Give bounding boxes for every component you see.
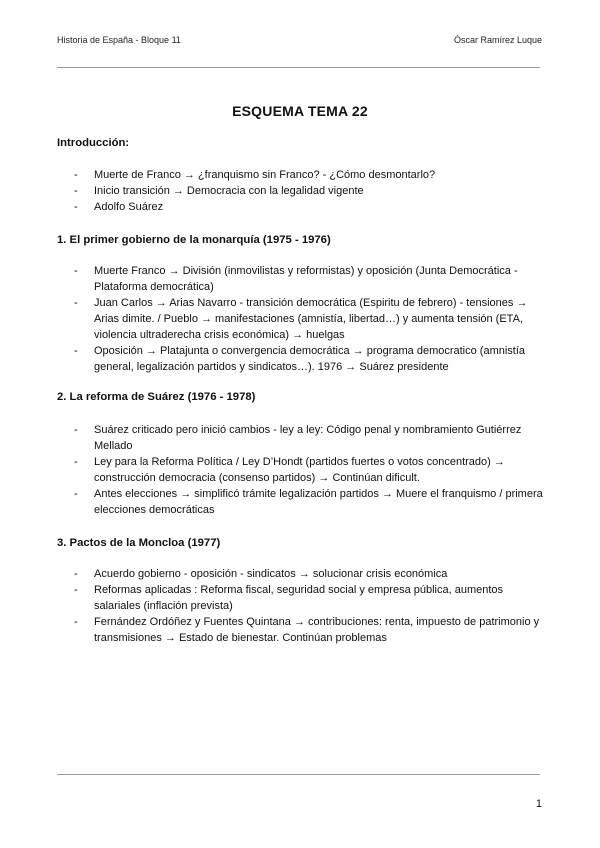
section-list-intro [74,167,549,215]
section-heading-3: 3. Pactos de la Moncloa (1977) [57,537,221,549]
list-item: - Oposición → Platajunta o convergencia democrática → programa democratico (amnistía general, legalización partidos y sindicatos…). 1976 → Suárez presidente [74,343,549,375]
section-heading-intro: Introducción: [57,137,130,149]
list-item: - Inicio transición → Democracia con la legalidad vigente [74,183,549,199]
list-item: - Reformas aplicadas : Reforma fiscal, seguridad social y empresa pública, aumentos salariales (inflación prevista) [74,582,549,614]
list-item: - Antes elecciones → simplificó trámite legalización partidos → Muere el franquismo / primera elecciones democráticas [74,486,549,518]
section-list-2 [74,422,549,518]
footer-divider [57,774,540,775]
list-item: - Suárez criticado pero inició cambios - ley a ley: Código penal y nombramiento Gutiérrez Mellado [74,422,549,454]
list-item: - Muerte Franco → División (inmovilistas y reformistas) y oposición (Junta Democrática - Plataforma democrática) [74,263,549,295]
section-heading-1: 1. El primer gobierno de la monarquía (1975 - 1976) [57,234,331,246]
list-item: - Fernández Ordóñez y Fuentes Quintana → contribuciones: renta, impuesto de patrimonio y transmisiones → Estado de bienestar. Continúan problemas [74,614,549,646]
page-title: ESQUEMA TEMA 22 [232,103,368,119]
page-number: 1 [535,798,542,810]
list-item: - Muerte de Franco → ¿franquismo sin Franco? - ¿Cómo desmontarlo? [74,167,549,183]
list-item: - Acuerdo gobierno - oposición - sindicatos → solucionar crisis económica [74,566,549,582]
section-list-1 [74,263,549,375]
section-heading-2: 2. La reforma de Suárez (1976 - 1978) [57,391,256,403]
header-author: Óscar Ramírez Luque [453,35,542,45]
list-item: - Juan Carlos → Arias Navarro - transición democrática (Espiritu de febrero) - tensiones → Arias dimite. / Pueblo → manifestaciones (amnistía, libertad…) y aumenta tensión (ETA, violencia ultraderecha crisis económica) → huelgas [74,295,549,343]
list-item: - Adolfo Suárez [74,199,549,215]
section-list-3 [74,566,549,646]
header-course: Historia de España - Bloque 11 [57,35,181,45]
list-item: - Ley para la Reforma Política / Ley D’Hondt (partidos fuertes o votos concentrado) → construcción democracia (consenso partidos) → Continúan dificult. [74,454,549,486]
header-divider [57,67,540,68]
